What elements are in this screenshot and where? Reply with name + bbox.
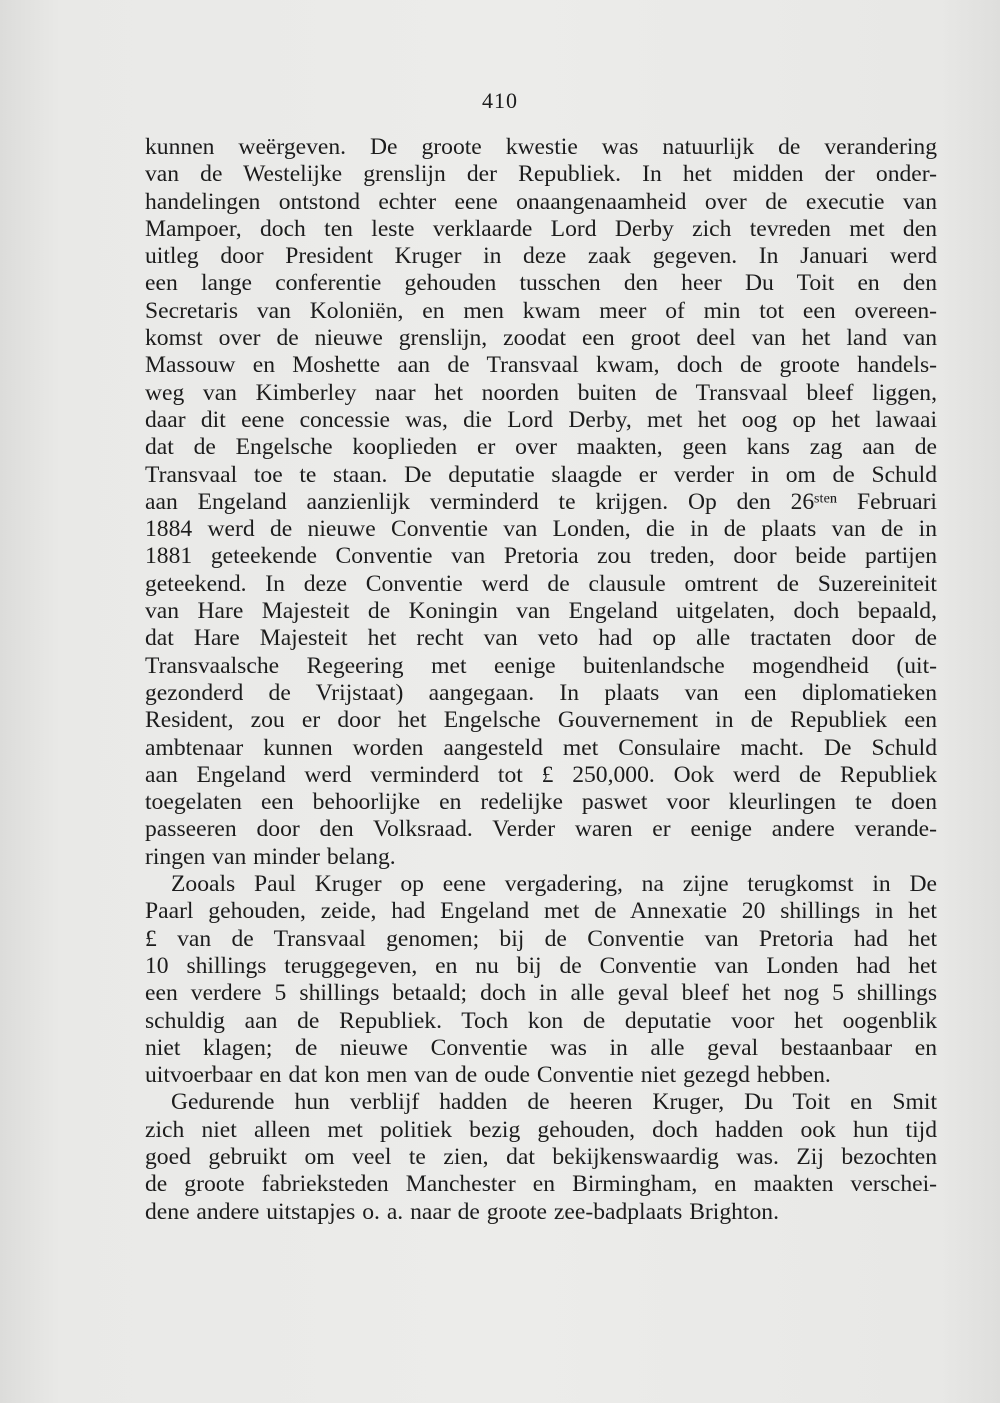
text-line: niet klagen; de nieuwe Conventie was in alle geval bestaanbaar en — [145, 1034, 937, 1061]
text-line: zich niet alleen met politiek bezig gehouden, doch hadden ook hun tijd — [145, 1116, 937, 1143]
body-text — [145, 134, 937, 1226]
text-line: Gedurende hun verblijf hadden de heeren Kruger, Du Toit en Smit — [171, 1089, 937, 1116]
text-line: een lange conferentie gehouden tusschen den heer Du Toit en den — [145, 270, 937, 297]
text-line: van de Westelijke grenslijn der Republiek. In het midden der onder- — [145, 161, 937, 188]
text-line: uitvoerbaar en dat kon men van de oude Conventie niet gezegd hebben. — [145, 1062, 831, 1089]
text-line: Mampoer, doch ten leste verklaarde Lord Derby zich tevreden met den — [145, 215, 937, 242]
text-line: de groote fabrieksteden Manchester en Birmingham, en maakten verschei- — [145, 1171, 937, 1198]
text-line: dat de Engelsche kooplieden er over maakten, geen kans zag aan de — [145, 434, 937, 461]
text-line: 1881 geteekende Conventie van Pretoria zou treden, door beide partijen — [145, 543, 937, 570]
text-line: geteekend. In deze Conventie werd de clausule omtrent de Suzereiniteit — [145, 570, 937, 597]
text-line: Resident, zou er door het Engelsche Gouvernement in de Republiek een — [145, 707, 937, 734]
paragraph — [145, 1089, 937, 1225]
text-line: handelingen ontstond echter eene onaangenaamheid over de executie van — [145, 188, 937, 215]
text-line: weg van Kimberley naar het noorden buiten de Transvaal bleef liggen, — [145, 379, 937, 406]
text-line: schuldig aan de Republiek. Toch kon de deputatie voor het oogenblik — [145, 1007, 937, 1034]
text-line: aan Engeland aanzienlijk verminderd te krijgen. Op den 26ˢᵗᵉⁿ Februari — [145, 488, 937, 515]
text-line: 1884 werd de nieuwe Conventie van Londen, die in de plaats van de in — [145, 516, 937, 543]
text-line: Secretaris van Koloniën, en men kwam meer of min tot een overeen- — [145, 297, 937, 324]
text-line: van Hare Majesteit de Koningin van Engeland uitgelaten, doch bepaald, — [145, 598, 937, 625]
text-line: aan Engeland werd verminderd tot £ 250,000. Ook werd de Republiek — [145, 761, 937, 788]
text-line: dat Hare Majesteit het recht van veto had op alle tractaten door de — [145, 625, 937, 652]
text-line: ambtenaar kunnen worden aangesteld met Consulaire macht. De Schuld — [145, 734, 937, 761]
text-line: dene andere uitstapjes o. a. naar de groote zee-badplaats Brighton. — [145, 1198, 779, 1225]
text-line: goed gebruikt om veel te zien, dat bekijkenswaardig was. Zij bezochten — [145, 1143, 937, 1170]
text-line: daar dit eene concessie was, die Lord Derby, met het oog op het lawaai — [145, 406, 937, 433]
text-line: uitleg door President Kruger in deze zaak gegeven. In Januari werd — [145, 243, 937, 270]
text-line: £ van de Transvaal genomen; bij de Conventie van Pretoria had het — [145, 925, 937, 952]
text-line: passeeren door den Volksraad. Verder waren er eenige andere verande- — [145, 816, 937, 843]
text-line: Zooals Paul Kruger op eene vergadering, na zijne terugkomst in De — [171, 871, 937, 898]
text-line: komst over de nieuwe grenslijn, zoodat een groot deel van het land van — [145, 325, 937, 352]
page-number: 410 — [482, 88, 518, 113]
text-line: 10 shillings teruggegeven, en nu bij de Conventie van Londen had het — [145, 952, 937, 979]
text-line: toegelaten een behoorlijke en redelijke paswet voor kleurlingen te doen — [145, 789, 937, 816]
text-line: kunnen weërgeven. De groote kwestie was natuurlijk de verandering — [145, 134, 937, 160]
text-line: Paarl gehouden, zeide, had Engeland met de Annexatie 20 shillings in het — [145, 898, 937, 925]
text-line: een verdere 5 shillings betaald; doch in alle geval bleef het nog 5 shillings — [145, 980, 937, 1007]
text-line: gezonderd de Vrijstaat) aangegaan. In plaats van een diplomatieken — [145, 679, 937, 706]
paragraph — [145, 134, 937, 871]
text-line: Transvaal toe te staan. De deputatie slaagde er verder in om de Schuld — [145, 461, 937, 488]
text-line: ringen van minder belang. — [145, 843, 396, 870]
text-line: Massouw en Moshette aan de Transvaal kwam, doch de groote handels- — [145, 352, 937, 379]
paragraph — [145, 871, 937, 1089]
text-line: Transvaalsche Regeering met eenige buitenlandsche mogendheid (uit- — [145, 652, 937, 679]
